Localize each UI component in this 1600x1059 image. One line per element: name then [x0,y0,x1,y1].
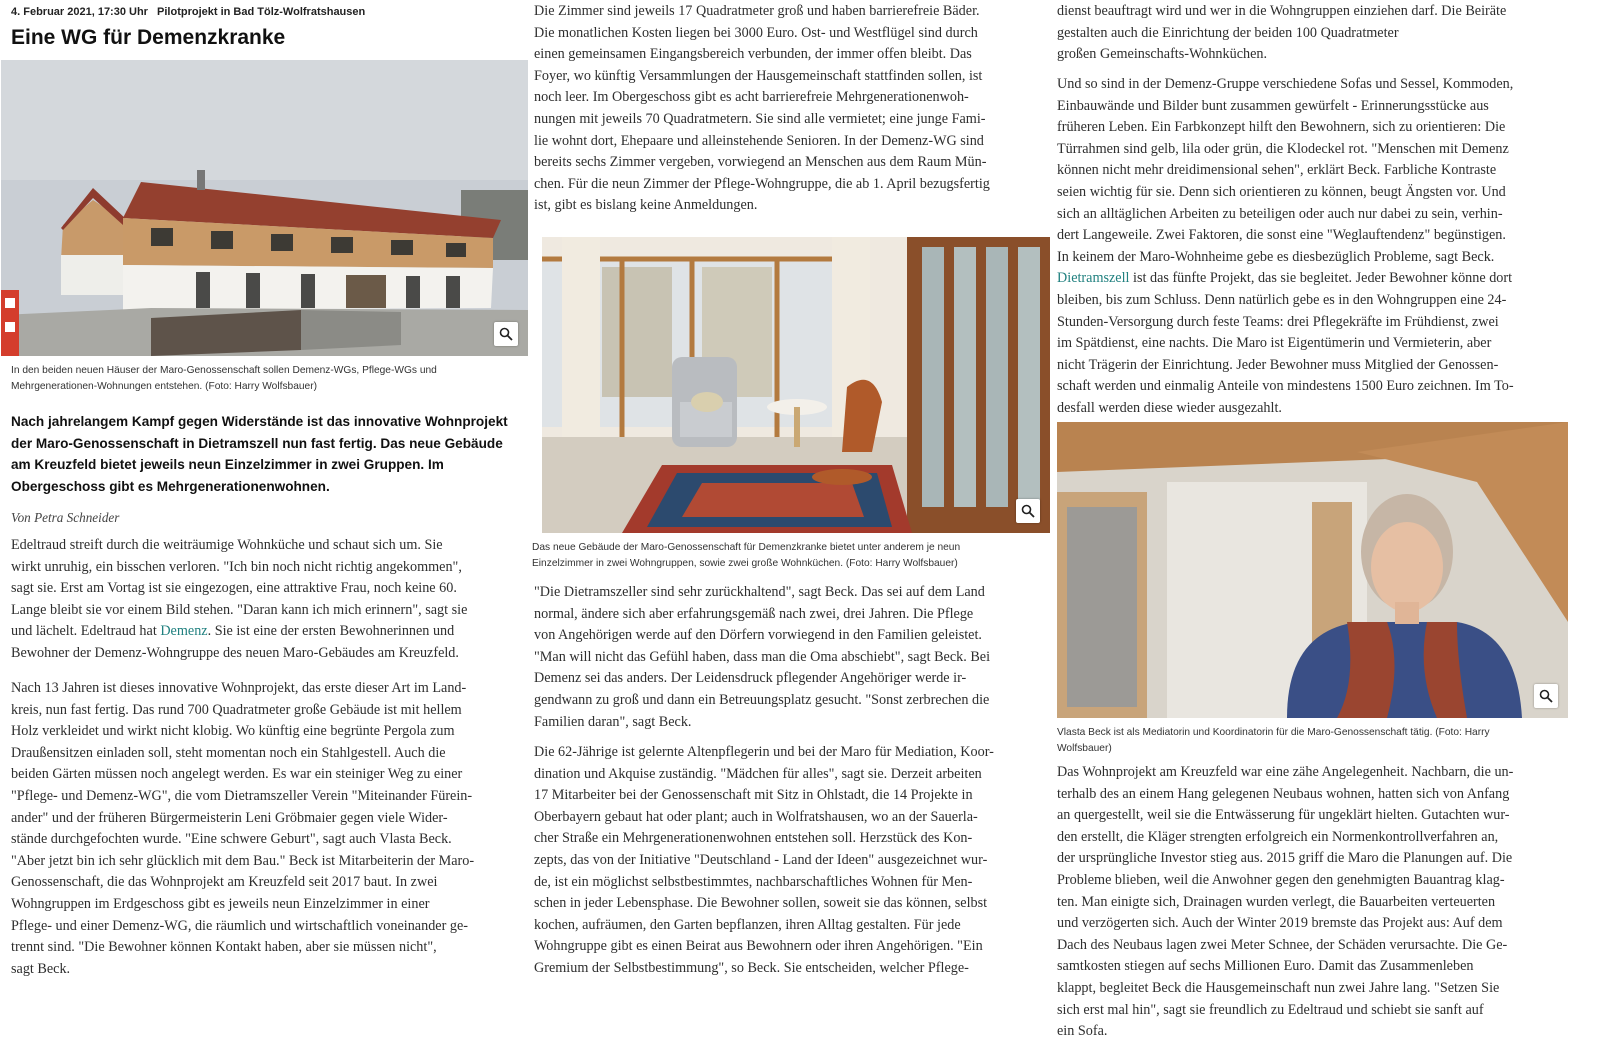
text-span: ist das fünfte Projekt, das sie begleitet. Jeder Bewohner könne dort [1129,270,1513,287]
text-line: von Angehörigen werde auf den Dörfern vorwiegend in den Familien geleistet. [534,627,982,644]
article-paragraph [11,678,531,980]
caption-line: Mehrgenerationen-Wohnungen entstehen. (Foto: Harry Wolfsbauer) [11,381,317,392]
text-line: schaft werden und einmalig Anteile von mindestens 1500 Euro zeichnen. Im To- [1057,378,1514,395]
text-line: Gremium der Selbstbestimmung", so Beck. Sie entscheiden, welcher Pflege- [534,959,969,976]
text-span: und lächelt. Edeltraud hat [11,623,161,640]
column-left [0,0,530,977]
interior-photo[interactable] [542,237,1050,533]
text-line: Genossenschaft, die das Wohnprojekt am Kreuzfeld seit 2017 baut. In zwei [11,874,438,891]
interior-photo-caption [532,540,1052,572]
lead-line: Obergeschoss gibt es Mehrgenerationenwohnen. [11,478,330,494]
lead-line: der Maro-Genossenschaft in Dietramszell nun fast fertig. Das neue Gebäude [11,435,503,451]
zoom-button[interactable] [1534,684,1558,708]
text-line: einen gemeinsamen Eingangsbereich verbunden, der immer offen bleibt. Das [534,46,972,63]
text-line: noch leer. Im Obergeschoss gibt es acht barrierefreie Mehrgenerationenwoh- [534,89,969,106]
zoom-button[interactable] [1016,499,1040,523]
text-line: Die 62-Jährige ist gelernte Altenpflegerin und bei der Maro für Mediation, Koor- [534,744,994,760]
zoom-button[interactable] [494,322,518,346]
text-line: samtkosten stiegen auf sechs Millionen Euro. Damit das Zusammenleben [1057,958,1474,975]
text-line: "Pflege- und Demenz-WG", die vom Dietramszeller Verein "Miteinander Fürein- [11,787,473,804]
text-line: Bewohner der Demenz-Wohngruppe des neuen Maro-Gebäudes am Kreuzfeld. [11,644,459,661]
text-line: Türrahmen sind gelb, lila oder grün, die Klodeckel rot. "Menschen mit Demenz [1057,140,1509,157]
text-line: Draußensitzen einladen soll, steht momentan noch ein Stahlgestell. Auch die [11,744,446,761]
text-line: Wohngruppe gibt es einen Beirat aus Bewohnern oder ihren Angehörigen. "Ein [534,938,983,955]
portrait-photo[interactable] [1057,422,1568,718]
building-photo-caption [11,363,526,395]
text-line: Das Wohnprojekt am Kreuzfeld war eine zähe Angelegenheit. Nachbarn, die un- [1057,764,1514,780]
text-line: schen in jeder Lebensphase. Die Bewohner sollen, soweit sie das können, selbst [534,895,988,912]
text-line: kreis, nun fast fertig. Das rund 700 Quadratmeter große Gebäude ist mit hellem [11,701,462,718]
text-line: "Aber jetzt bin ich sehr glücklich mit dem Bau." Beck ist Mitarbeiterin der Maro- [11,852,475,869]
text-line: Holz verkleidet und wirkt nicht klobig. Wo künftig eine begrünte Pergola zum [11,723,455,740]
text-line: Nach 13 Jahren ist dieses innovative Wohnprojekt, das erste dieser Art im Land- [11,680,467,696]
author-byline: Von Petra Schneider [11,510,120,525]
text-line: den erstellt, die Kläger strengten erfolgreich ein Normenkontrollverfahren an, [1057,828,1499,845]
text-line: Familien daran", sagt Beck. [534,713,692,730]
text-line: seien wichtig für sie. Denn sich orientieren zu können, beugt Ängsten vor. Und [1057,183,1506,200]
building-photo[interactable] [1,60,528,356]
text-line: der ursprüngliche Investor stieg aus. 2015 griff die Maro die Planungen auf. Die [1057,850,1513,867]
text-line: dienst beauftragt wird und wer in die Wohngruppen einziehen darf. Die Beiräte [1057,3,1507,19]
caption-line: Einzelzimmer in zwei Wohngruppen, sowie zwei große Wohnküchen. (Foto: Harry Wolfsbauer) [532,558,958,569]
text-line: klappt, begleitet Beck die Hausgemeinschaft nun zwei Jahre lang. "Setzen Sie [1057,979,1500,996]
portrait-illustration [1057,422,1568,718]
article-paragraph [534,742,1054,980]
text-line: Die monatlichen Kosten liegen bei 3000 Euro. Ost- und Westflügel sind durch [534,24,978,41]
text-line: Foyer, wo künftig Versammlungen der Hausgemeinschaft stattfinden sollen, ist [534,67,983,84]
text-line: können nicht mehr dreidimensional sehen", erklärt Beck. Farbliche Kontraste [1057,162,1497,179]
dietramszell-link[interactable]: Dietramszell [1057,270,1130,287]
text-line: sich erst mal hin", sagt sie freundlich zu Edeltraud und schiebt sie sanft auf [1057,1001,1484,1018]
text-line: cher Straße ein Mehrgenerationenwohnen entstehen soll. Herzstück des Kon- [534,830,973,847]
demenz-link[interactable]: Demenz [160,623,208,640]
text-line: Stunden-Versorgung durch feste Teams: drei Pflegekräfte im Frühdienst, zwei [1057,313,1499,330]
text-line: normal, ändere sich aber erfahrungsgemäß nach zwei, drei Jahren. Die Pflege [534,605,974,622]
text-line: Dach des Neubaus lagen zwei Meter Schnee, der Schäden verursachte. Die Ge- [1057,936,1508,953]
lead-line: am Kreuzfeld bietet jeweils neun Einzelzimmer in zwei Gruppen. Im [11,457,444,473]
article-paragraph [534,582,1054,733]
text-line: stände durchgefochten wurde. "Eine schwere Geburt", sagt auch Vlasta Beck. [11,831,452,848]
text-line: Einbauwände und Bilder bunt zusammen gewürfelt - Erinnerungsstücke aus [1057,97,1489,114]
article-paragraph [1057,74,1582,420]
magnifier-icon [1021,504,1035,518]
text-line: terhalb des an einem Hang gelegenen Neubaus wohnen, hatten sich von Anfang [1057,785,1510,802]
text-line: ten. Man einigte sich, Drainagen wurden verlegt, die Bauarbeiten verteuerten [1057,893,1496,910]
text-line: 17 Mitarbeiter bei der Genossenschaft mit Sitz in Ohlstadt, die 14 Projekte in [534,787,973,804]
text-line [1057,268,1582,290]
text-line: beiden Gärten müssen noch angelegt werden. Es war ein steiniger Weg zu einer [11,766,463,783]
text-line: sagt sie. Erst am Vortag ist sie eingezogen, eine attraktive Frau, noch keine 60. [11,580,457,597]
text-line: ein Sofa. [1057,1023,1108,1040]
lead-line: Nach jahrelangem Kampf gegen Widerstände ist das innovative Wohnprojekt [11,414,508,429]
caption-line: Wolfsbauer) [1057,743,1112,754]
magnifier-icon [1539,689,1553,703]
text-line: Lange bleibt sie vor einem Bild stehen. "Daran kann ich mich erinnern", sagt sie [11,601,468,618]
text-line: Probleme blieben, weil die Anwohner gegen den genehmigten Bauantrag klag- [1057,871,1505,888]
article-paragraph [11,535,531,665]
text-line: ander" und der früheren Bürgermeisterin Leni Gröbmaier gegen viele Wider- [11,809,448,826]
text-line: ist, gibt es bislang keine Anmeldungen. [534,197,758,214]
text-line: chen. Für die neun Zimmer der Pflege-Wohngruppe, die ab 1. April bezugsfertig [534,175,990,192]
text-line: trennt sind. "Die Bewohner können Kontakt haben, aber sie müssen nicht", [11,939,437,956]
text-line: und verzögerten sich. Auch der Winter 2019 bremste das Projekt aus: Auf dem [1057,915,1503,932]
text-line: zepts, das von der Initiative "Deutschland - Land der Ideen" ausgezeichnet wur- [534,851,988,868]
caption-line: Vlasta Beck ist als Mediatorin und Koordinatorin für die Maro-Genossenschaft tätig. (Foto: Harry [1057,727,1490,738]
text-line: dination und Akquise zuständig. "Mädchen für alles", sagt sie. Derzeit arbeiten [534,765,982,782]
text-span: . Sie ist eine der ersten Bewohnerinnen und [207,623,455,640]
magnifier-icon [499,327,513,341]
text-line: früheren Leben. Ein Farbkonzept hilft den Bewohnern, sich zu orientieren: Die [1057,119,1506,136]
text-line: kochen, aufräumen, den Garten bepflanzen, ihren Alltag gestalten. Für jede [534,916,961,933]
text-line: bleiben, bis zum Schluss. Denn natürlich gebe es in den Wohngruppen eine 24- [1057,291,1507,308]
text-line: "Die Dietramszeller sind sehr zurückhaltend", sagt Beck. Das sei auf dem Land [534,584,985,600]
text-line: dert Langeweile. Zwei Faktoren, die sonst eine "Weglauftendenz" begünstigen. [1057,227,1506,244]
caption-line: Das neue Gebäude der Maro-Genossenschaft für Demenzkranke bietet unter anderem je neun [532,542,961,553]
text-line: im Spätdienst, eine nachts. Die Maro ist Eigentümerin und Vermieterin, aber [1057,335,1492,352]
text-line: "Man will nicht das Gefühl haben, dass man die Oma abschiebt", sagt Beck. Bei [534,648,991,665]
lead-paragraph [11,411,531,497]
text-line: nicht Trägerin der Einrichtung. Jeder Bewohner muss Mitglied der Genossen- [1057,356,1499,373]
page-title: Eine WG für Demenzkranke [11,26,286,49]
publish-date: 4. Februar 2021, 17:30 Uhr [11,6,148,18]
text-line: de, ist ein möglichst selbstbestimmtes, nachbarschaftliches Wohnen für Men- [534,873,973,890]
text-line: Demenz sei das anders. Der Leidensdruck pflegender Angehöriger werde ir- [534,670,967,687]
text-line: bereits sechs Zimmer vergeben, vorwiegend an Menschen aus dem Raum Mün- [534,154,987,171]
caption-line: In den beiden neuen Häuser der Maro-Genossenschaft sollen Demenz-WGs, Pflege-WGs und [11,365,437,376]
text-line: großen Gemeinschafts-Wohnküchen. [1057,46,1268,63]
article-paragraph [1057,1,1577,66]
text-line: wirkt unruhig, ein bisschen verloren. "Ich bin noch nicht richtig angekommen", [11,558,462,575]
text-line: nungen mit jeweils 70 Quadratmetern. Sie sind alle vermietet; eine junge Fami- [534,110,986,127]
text-line: Oberbayern gebaut hat oder plant; auch in Wolfratshausen, wo an der Sauerla- [534,808,978,825]
text-line: sich an alltäglichen Arbeiten zu beteiligen oder auch nur dabei zu sein, verhin- [1057,205,1503,222]
dateline [0,0,530,22]
article-paragraph [1057,762,1582,1043]
text-line: In keinem der Maro-Wohnheime gebe es diesbezüglich Probleme, sagt Beck. [1057,248,1495,265]
text-line: Und so sind in der Demenz-Gruppe verschiedene Sofas und Sessel, Kommoden, [1057,76,1514,92]
text-line [11,621,531,643]
text-line: Edeltraud streift durch die weiträumige Wohnküche und schaut sich um. Sie [11,537,443,553]
kicker: Pilotprojekt in Bad Tölz-Wolfratshausen [157,6,366,18]
interior-illustration [542,237,1050,533]
text-line: Pflege- und einer Demenz-WG, die räumlich und wirtschaftlich voneinander ge- [11,917,468,934]
text-line: an quergestellt, weil sie die Entwässerung für ungeklärt hielten. Gutachten wur- [1057,807,1510,824]
text-line: desfall werden diese wieder ausgezahlt. [1057,399,1282,416]
portrait-photo-caption [1057,725,1577,757]
text-line: gendwann zu groß und dann ein Betreuungsplatz gesucht. "Sonst zerbrechen die [534,691,990,708]
article-paragraph [534,1,1054,217]
text-line: lie wohnt dort, Ehepaare und alleinstehende Senioren. In der Demenz-WG sind [534,132,984,149]
building-illustration [1,60,528,356]
text-line: sagt Beck. [11,960,71,977]
text-line: Die Zimmer sind jeweils 17 Quadratmeter groß und haben barrierefreie Bäder. [534,3,980,19]
text-line: gestalten auch die Einrichtung der beiden 100 Quadratmeter [1057,24,1399,41]
text-line: Wohngruppen im Erdgeschoss gibt es jeweils neun Einzelzimmer in einer [11,895,430,912]
